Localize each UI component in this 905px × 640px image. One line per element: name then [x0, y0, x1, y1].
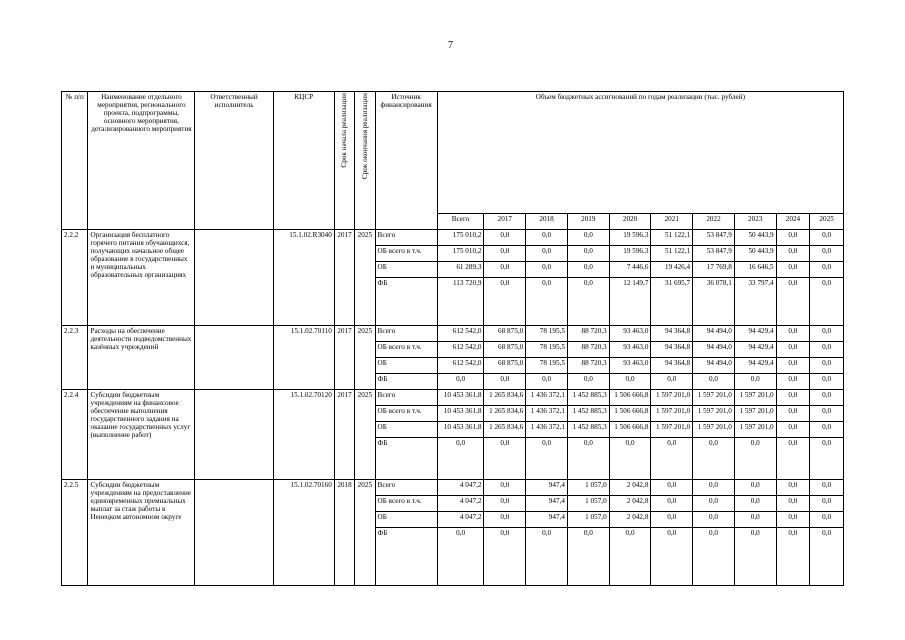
value-cell: 1 265 834,6 [484, 406, 526, 422]
row-start: 2017 [334, 326, 354, 390]
value-cell: 2 042,8 [609, 480, 651, 496]
value-cell: 78 195,5 [526, 358, 568, 374]
row-name: Организация бесплатного горячего питания обучающихся, получающих начальное общее образование в государственных и муниципальных образовательных организациях [88, 230, 195, 326]
value-cell: 1 597 201,0 [651, 390, 693, 406]
value-cell: 1 597 201,0 [693, 422, 735, 438]
row-number: 2.2.3 [62, 326, 88, 390]
row-start: 2017 [334, 390, 354, 480]
value-cell: 93 463,0 [609, 358, 651, 374]
value-cell: 4 047,2 [437, 512, 484, 528]
value-cell: 51 122,1 [651, 230, 693, 246]
value-cell: 17 769,8 [693, 262, 735, 278]
value-cell: 88 720,3 [567, 326, 609, 342]
source-label: ОБ всего в т.ч. [375, 342, 437, 358]
value-cell: 1 265 834,6 [484, 390, 526, 406]
value-cell: 0,0 [776, 278, 810, 326]
value-cell: 19 596,3 [609, 246, 651, 262]
value-cell: 0,0 [526, 246, 568, 262]
value-cell: 0,0 [776, 406, 810, 422]
value-cell: 50 443,9 [734, 246, 776, 262]
value-cell: 2 042,8 [609, 496, 651, 512]
value-cell: 0,0 [484, 438, 526, 480]
value-cell: 0,0 [484, 374, 526, 390]
row-kcsr: 15.1.02.70120 [273, 390, 334, 480]
value-cell: 31 695,7 [651, 278, 693, 326]
header-start: Срок начала реализации [334, 92, 354, 230]
value-cell: 0,0 [734, 374, 776, 390]
value-cell: 0,0 [776, 326, 810, 342]
value-cell: 0,0 [776, 246, 810, 262]
source-label: Всего [375, 390, 437, 406]
value-cell: 0,0 [693, 438, 735, 480]
value-cell: 50 443,9 [734, 230, 776, 246]
table-row [62, 230, 844, 246]
value-cell: 0,0 [810, 512, 844, 528]
year-header-3: 2019 [567, 214, 609, 230]
value-cell: 88 720,3 [567, 358, 609, 374]
value-cell: 0,0 [651, 512, 693, 528]
value-cell: 0,0 [484, 512, 526, 528]
source-label: ОБ [375, 422, 437, 438]
value-cell: 51 122,1 [651, 246, 693, 262]
value-cell: 53 847,9 [693, 246, 735, 262]
value-cell: 175 010,2 [437, 230, 484, 246]
value-cell: 947,4 [526, 512, 568, 528]
value-cell: 0,0 [693, 480, 735, 496]
value-cell: 78 195,5 [526, 326, 568, 342]
value-cell: 16 646,5 [734, 262, 776, 278]
table-row [62, 390, 844, 406]
value-cell: 0,0 [776, 528, 810, 586]
value-cell: 53 847,9 [693, 230, 735, 246]
year-header-6: 2022 [693, 214, 735, 230]
row-name: Субсидии бюджетным учреждениям на предоставление единовременных премиальных выплат за стаж работы в Ненецком автономном округе [88, 480, 195, 586]
value-cell: 10 453 361,8 [437, 422, 484, 438]
source-label: Всего [375, 326, 437, 342]
value-cell: 0,0 [693, 374, 735, 390]
value-cell: 94 429,4 [734, 342, 776, 358]
value-cell: 10 453 361,8 [437, 390, 484, 406]
value-cell: 0,0 [567, 230, 609, 246]
value-cell: 0,0 [567, 374, 609, 390]
value-cell: 0,0 [734, 496, 776, 512]
value-cell: 1 265 834,6 [484, 422, 526, 438]
value-cell: 1 452 885,3 [567, 422, 609, 438]
value-cell: 0,0 [776, 230, 810, 246]
value-cell: 0,0 [776, 358, 810, 374]
year-header-7: 2023 [734, 214, 776, 230]
row-name: Расходы на обеспечение деятельности подведомственных казённых учреждений [88, 326, 195, 390]
source-label: ОБ всего в т.ч. [375, 406, 437, 422]
row-number: 2.2.4 [62, 390, 88, 480]
value-cell: 94 364,8 [651, 358, 693, 374]
value-cell: 0,0 [776, 262, 810, 278]
value-cell: 0,0 [484, 480, 526, 496]
value-cell: 4 047,2 [437, 480, 484, 496]
value-cell: 0,0 [810, 374, 844, 390]
value-cell: 1 436 372,1 [526, 390, 568, 406]
year-header-8: 2024 [776, 214, 810, 230]
row-responsible [195, 390, 273, 480]
year-header-4: 2020 [609, 214, 651, 230]
row-end: 2025 [355, 230, 375, 326]
value-cell: 0,0 [526, 438, 568, 480]
value-cell: 0,0 [651, 438, 693, 480]
value-cell: 0,0 [810, 438, 844, 480]
value-cell: 0,0 [567, 528, 609, 586]
value-cell: 1 597 201,0 [734, 390, 776, 406]
value-cell: 0,0 [776, 374, 810, 390]
year-header-1: 2017 [484, 214, 526, 230]
source-label: Всего [375, 480, 437, 496]
value-cell: 0,0 [810, 480, 844, 496]
value-cell: 0,0 [484, 230, 526, 246]
value-cell: 2 042,8 [609, 512, 651, 528]
value-cell: 0,0 [776, 512, 810, 528]
table-row [62, 480, 844, 496]
row-end: 2025 [355, 326, 375, 390]
value-cell: 0,0 [651, 480, 693, 496]
value-cell: 88 720,3 [567, 342, 609, 358]
value-cell: 68 875,0 [484, 326, 526, 342]
source-label: ОБ [375, 358, 437, 374]
value-cell: 0,0 [484, 496, 526, 512]
source-label: ФБ [375, 528, 437, 586]
value-cell: 1 506 666,8 [609, 406, 651, 422]
value-cell: 0,0 [484, 246, 526, 262]
header-name: Наименование отдельного мероприятия, регионального проекта, подпрограммы, основного мероприятия, детализированного мероприятия [88, 92, 195, 230]
source-label: ОБ [375, 262, 437, 278]
year-header-2: 2018 [526, 214, 568, 230]
value-cell: 0,0 [693, 496, 735, 512]
value-cell: 0,0 [810, 406, 844, 422]
row-name: Субсидии бюджетным учреждениям на финансовое обеспечение выполнения государственного задания на оказание государственных услуг (выполнение работ) [88, 390, 195, 480]
value-cell: 68 875,0 [484, 342, 526, 358]
value-cell: 78 195,5 [526, 342, 568, 358]
value-cell: 4 047,2 [437, 496, 484, 512]
year-header-9: 2025 [810, 214, 844, 230]
source-label: ФБ [375, 278, 437, 326]
value-cell: 1 057,0 [567, 496, 609, 512]
value-cell: 0,0 [810, 390, 844, 406]
row-responsible [195, 480, 273, 586]
value-cell: 612 542,0 [437, 326, 484, 342]
value-cell: 1 506 666,8 [609, 422, 651, 438]
row-end: 2025 [355, 480, 375, 586]
value-cell: 94 494,0 [693, 358, 735, 374]
year-header-0: Всего [437, 214, 484, 230]
value-cell: 0,0 [484, 528, 526, 586]
source-label: ФБ [375, 438, 437, 480]
row-kcsr: 15.1.02.70110 [273, 326, 334, 390]
value-cell: 19 596,3 [609, 230, 651, 246]
source-label: ОБ всего в т.ч. [375, 496, 437, 512]
value-cell: 0,0 [734, 480, 776, 496]
value-cell: 0,0 [609, 438, 651, 480]
value-cell: 0,0 [526, 528, 568, 586]
value-cell: 0,0 [734, 512, 776, 528]
table-header [62, 92, 844, 230]
value-cell: 0,0 [609, 528, 651, 586]
value-cell: 61 289,3 [437, 262, 484, 278]
value-cell: 0,0 [776, 422, 810, 438]
row-kcsr: 15.1.02.R3040 [273, 230, 334, 326]
value-cell: 0,0 [693, 512, 735, 528]
value-cell: 0,0 [651, 496, 693, 512]
row-kcsr: 15.1.02.70160 [273, 480, 334, 586]
value-cell: 0,0 [693, 528, 735, 586]
row-number: 2.2.5 [62, 480, 88, 586]
row-responsible [195, 230, 273, 326]
value-cell: 0,0 [484, 278, 526, 326]
table-body [62, 230, 844, 586]
value-cell: 0,0 [526, 262, 568, 278]
value-cell: 1 506 666,8 [609, 390, 651, 406]
value-cell: 94 364,8 [651, 326, 693, 342]
value-cell: 1 597 201,0 [651, 406, 693, 422]
value-cell: 33 797,4 [734, 278, 776, 326]
value-cell: 175 010,2 [437, 246, 484, 262]
row-end: 2025 [355, 390, 375, 480]
value-cell: 94 364,8 [651, 342, 693, 358]
value-cell: 1 452 885,3 [567, 406, 609, 422]
header-source: Источник финансирования [375, 92, 437, 230]
value-cell: 10 453 361,8 [437, 406, 484, 422]
value-cell: 1 057,0 [567, 480, 609, 496]
value-cell: 0,0 [776, 342, 810, 358]
value-cell: 0,0 [776, 496, 810, 512]
value-cell: 0,0 [526, 230, 568, 246]
source-label: ОБ [375, 512, 437, 528]
table-row [62, 326, 844, 342]
value-cell: 947,4 [526, 496, 568, 512]
value-cell: 0,0 [651, 374, 693, 390]
value-cell: 0,0 [810, 358, 844, 374]
value-cell: 113 720,9 [437, 278, 484, 326]
value-cell: 0,0 [810, 496, 844, 512]
value-cell: 1 597 201,0 [693, 406, 735, 422]
value-cell: 36 078,1 [693, 278, 735, 326]
source-label: ФБ [375, 374, 437, 390]
value-cell: 0,0 [810, 230, 844, 246]
value-cell: 94 494,0 [693, 326, 735, 342]
value-cell: 94 494,0 [693, 342, 735, 358]
value-cell: 1 597 201,0 [651, 422, 693, 438]
value-cell: 7 446,6 [609, 262, 651, 278]
row-number: 2.2.2 [62, 230, 88, 326]
value-cell: 612 542,0 [437, 358, 484, 374]
row-start: 2018 [334, 480, 354, 586]
value-cell: 0,0 [484, 262, 526, 278]
year-header-5: 2021 [651, 214, 693, 230]
value-cell: 12 149,7 [609, 278, 651, 326]
header-responsible: Ответственный исполнитель [195, 92, 273, 230]
source-label: Всего [375, 230, 437, 246]
value-cell: 93 463,0 [609, 326, 651, 342]
value-cell: 0,0 [810, 326, 844, 342]
value-cell: 1 597 201,0 [734, 406, 776, 422]
value-cell: 0,0 [810, 342, 844, 358]
value-cell: 0,0 [776, 390, 810, 406]
value-cell: 0,0 [567, 262, 609, 278]
header-volume: Объем бюджетных ассигнований по годам реализации (тыс. рублей) [437, 92, 843, 214]
source-label: ОБ всего в т.ч. [375, 246, 437, 262]
value-cell: 1 452 885,3 [567, 390, 609, 406]
page-number: 7 [448, 40, 453, 51]
value-cell: 0,0 [567, 438, 609, 480]
row-responsible [195, 326, 273, 390]
value-cell: 94 429,4 [734, 358, 776, 374]
value-cell: 0,0 [810, 246, 844, 262]
value-cell: 947,4 [526, 480, 568, 496]
value-cell: 1 436 372,1 [526, 406, 568, 422]
value-cell: 0,0 [437, 438, 484, 480]
header-end: Срок окончания реализации [355, 92, 375, 230]
value-cell: 1 597 201,0 [734, 422, 776, 438]
value-cell: 0,0 [567, 246, 609, 262]
header-no: № п/п [62, 92, 88, 230]
value-cell: 0,0 [810, 422, 844, 438]
row-start: 2017 [334, 230, 354, 326]
value-cell: 0,0 [810, 528, 844, 586]
value-cell: 94 429,4 [734, 326, 776, 342]
value-cell: 0,0 [776, 480, 810, 496]
value-cell: 68 875,0 [484, 358, 526, 374]
value-cell: 612 542,0 [437, 342, 484, 358]
value-cell: 0,0 [437, 528, 484, 586]
value-cell: 0,0 [567, 278, 609, 326]
header-kcsr: КЦСР [273, 92, 334, 230]
value-cell: 0,0 [734, 438, 776, 480]
value-cell: 1 057,0 [567, 512, 609, 528]
value-cell: 0,0 [810, 278, 844, 326]
value-cell: 0,0 [810, 262, 844, 278]
value-cell: 93 463,0 [609, 342, 651, 358]
value-cell: 0,0 [776, 438, 810, 480]
value-cell: 1 597 201,0 [693, 390, 735, 406]
budget-table [61, 91, 844, 586]
value-cell: 0,0 [651, 528, 693, 586]
value-cell: 0,0 [526, 374, 568, 390]
value-cell: 19 426,4 [651, 262, 693, 278]
value-cell: 0,0 [609, 374, 651, 390]
value-cell: 0,0 [734, 528, 776, 586]
value-cell: 1 436 372,1 [526, 422, 568, 438]
value-cell: 0,0 [437, 374, 484, 390]
value-cell: 0,0 [526, 278, 568, 326]
